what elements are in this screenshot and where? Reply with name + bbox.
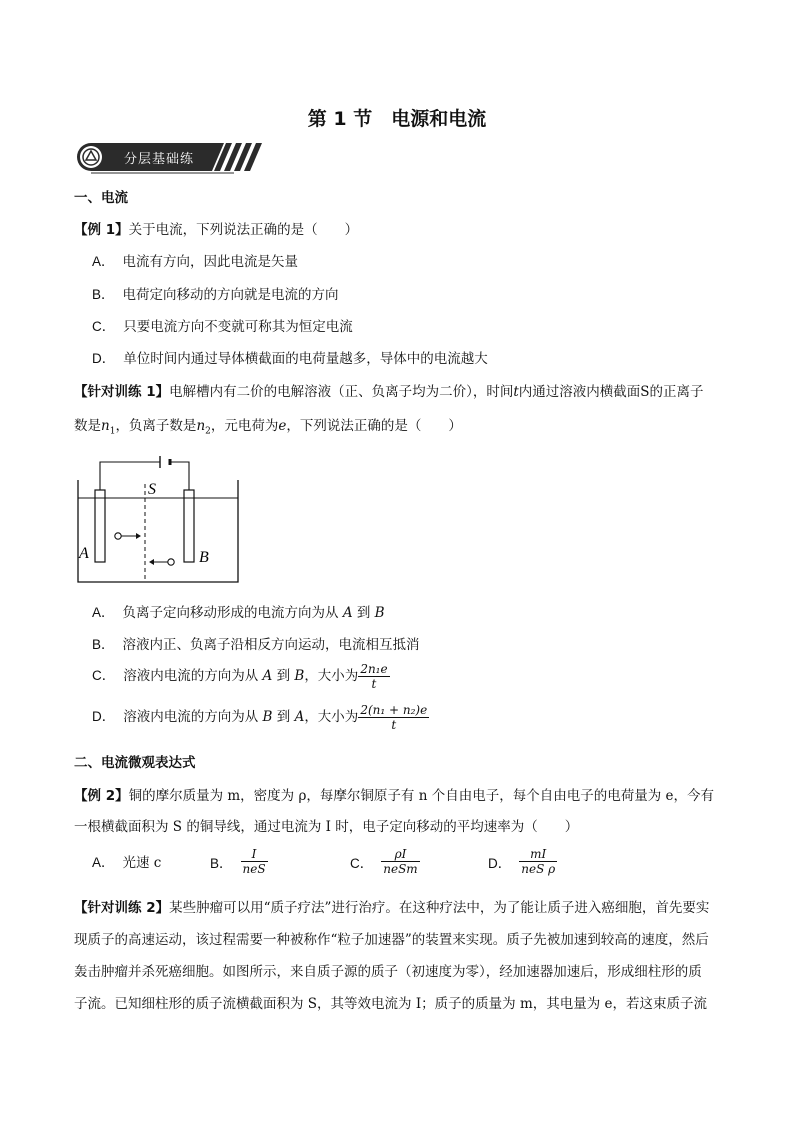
example-1-tag: 【例 1】 — [74, 222, 129, 238]
training-2-line1 — [74, 896, 709, 916]
stem-text: 铜的摩尔质量为 m，密度为 ρ，每摩尔铜原子有 n 个自由电子，每个自由电子的电荷量为 e，今有 — [128, 788, 714, 804]
example-2-options — [92, 847, 692, 877]
training-2-line4: 子流。已知细柱形的质子流横截面积为 S，其等效电流为 I；质子的质量为 m，其电量为 e，若这束质子流 — [74, 996, 708, 1012]
stem-text: ，下列说法正确的是（ ） — [286, 418, 462, 434]
var-a: A — [342, 605, 353, 621]
section-heading-2: 二、电流微观表达式 — [74, 755, 196, 771]
tank-outline — [78, 480, 238, 582]
example-2-option-d — [488, 847, 557, 876]
option-letter: A． — [92, 605, 115, 620]
example-1-question: 关于电流，下列说法正确的是（ ） — [128, 222, 359, 238]
option-text: 溶液内正、负离子沿相反方向运动，电流相互抵消 — [122, 637, 420, 653]
fraction-denominator: neSm — [383, 862, 418, 876]
training-1-option-d — [92, 703, 429, 732]
fraction-d — [358, 703, 429, 732]
option-letter: C． — [92, 319, 116, 334]
fraction-denominator: t — [371, 677, 377, 691]
fraction-numerator: 2n₁e — [360, 662, 388, 676]
option-letter: D． — [92, 709, 116, 724]
option-text: 到 — [352, 605, 375, 621]
stem-text: 某些肿瘤可以用“质子疗法”进行治疗。在这种疗法中，为了能让质子进入癌细胞，首先要实 — [169, 900, 710, 916]
var-a: A — [262, 668, 273, 684]
option-letter: D． — [488, 855, 512, 871]
option-text: 光速 c — [122, 855, 162, 871]
training-1-option-c — [92, 662, 390, 691]
electrolysis-diagram — [74, 456, 244, 590]
page-title: 第 1 节 电源和电流 — [307, 108, 487, 130]
example-1-option-d — [92, 347, 488, 367]
option-letter: C． — [350, 855, 374, 871]
training-1-option-a — [92, 601, 385, 621]
training-2-line3: 轰击肿瘤并杀死癌细胞。如图所示，来自质子源的质子（初速度为零），经加速器加速后，形成细柱形的质 — [74, 964, 702, 980]
stem-text: 数是 — [74, 418, 101, 434]
stem-text: ，负离子数是 — [115, 418, 197, 434]
training-1-option-b — [92, 633, 420, 653]
var-n2: n — [196, 418, 206, 434]
electrode-a — [95, 490, 105, 562]
option-text: 溶液内电流的方向为从 — [123, 709, 263, 725]
option-text: ，大小为 — [304, 709, 359, 725]
training-2-tag: 【针对训练 2】 — [74, 900, 170, 916]
option-text: 电荷定向移动的方向就是电流的方向 — [122, 287, 339, 303]
var-e: e — [278, 418, 287, 434]
fraction-denominator: neS — [242, 862, 266, 876]
negative-ion — [168, 559, 174, 565]
option-text: 负离子定向移动形成的电流方向为从 — [122, 605, 343, 621]
option-letter: A． — [92, 254, 115, 269]
label-a: A — [79, 545, 89, 562]
option-letter: B． — [210, 855, 233, 871]
option-text: 只要电流方向不变就可称其为恒定电流 — [123, 319, 353, 335]
option-letter: C． — [92, 668, 116, 683]
training-1-stem-line1 — [74, 380, 704, 400]
example-2-line1 — [74, 784, 714, 804]
option-letter: B． — [92, 287, 115, 302]
fraction-b — [241, 847, 268, 876]
var-b: B — [374, 605, 385, 621]
banner-label: 分层基础练 — [124, 152, 195, 167]
subscript: 1 — [109, 426, 116, 437]
fraction-numerator: ρI — [381, 847, 419, 862]
var-t: t — [513, 384, 519, 400]
option-letter: D． — [92, 351, 116, 366]
training-1-tag: 【针对训练 1】 — [74, 384, 170, 400]
option-text: 到 — [272, 668, 295, 684]
option-letter: B． — [92, 637, 115, 652]
label-b: B — [199, 549, 209, 566]
fraction-d2 — [519, 847, 557, 876]
example-1-option-b — [92, 283, 339, 303]
var-n1: n — [101, 418, 110, 434]
stem-text: ，元电荷为 — [210, 418, 279, 434]
positive-ion — [115, 533, 121, 539]
wire-right — [170, 462, 189, 490]
var-b: B — [294, 668, 305, 684]
electrode-b — [184, 490, 194, 562]
subscript: 2 — [205, 426, 211, 437]
example-2-option-a — [92, 851, 161, 871]
example-2-tag: 【例 2】 — [74, 788, 129, 804]
example-2-option-b — [210, 847, 268, 876]
fraction-c2 — [381, 847, 419, 876]
example-2-option-c — [350, 847, 420, 876]
fraction-numerator: mI — [519, 847, 557, 862]
option-text: ，大小为 — [304, 668, 359, 684]
section-banner — [74, 140, 262, 174]
stem-text: 内通过溶液内横截面S的正离子 — [518, 384, 704, 400]
label-s: S — [148, 481, 156, 498]
electrolysis-figure — [74, 456, 244, 586]
option-text: 溶液内电流的方向为从 — [123, 668, 263, 684]
training-2-line2: 现质子的高速运动，该过程需要一种被称作“粒子加速器”的装置来实现。质子先被加速到较高的速度，然后 — [74, 932, 709, 948]
var-a: A — [294, 709, 305, 725]
example-2-line2: 一根横截面积为 S 的铜导线，通过电流为 I 时，电子定向移动的平均速率为（ ） — [74, 819, 579, 835]
var-b: B — [262, 709, 273, 725]
example-1-option-c — [92, 315, 353, 335]
fraction-denominator: neS ρ — [521, 862, 556, 876]
option-text: 电流有方向，因此电流是矢量 — [122, 254, 299, 270]
option-letter: A． — [92, 855, 115, 870]
fraction-numerator: I — [241, 847, 268, 862]
option-text: 到 — [272, 709, 295, 725]
fraction-c — [358, 662, 389, 691]
section-heading-1: 一、电流 — [74, 190, 128, 206]
training-1-stem-line2 — [74, 414, 462, 437]
option-text: 单位时间内通过导体横截面的电荷量越多，导体中的电流越大 — [123, 351, 488, 367]
example-1-stem — [74, 218, 358, 238]
fraction-denominator: t — [391, 718, 397, 732]
fraction-numerator: 2(n₁ + n₂)e — [360, 703, 428, 717]
example-1-option-a — [92, 250, 298, 270]
stem-text: 电解槽内有二价的电解溶液（正、负离子均为二价），时间 — [169, 384, 514, 400]
